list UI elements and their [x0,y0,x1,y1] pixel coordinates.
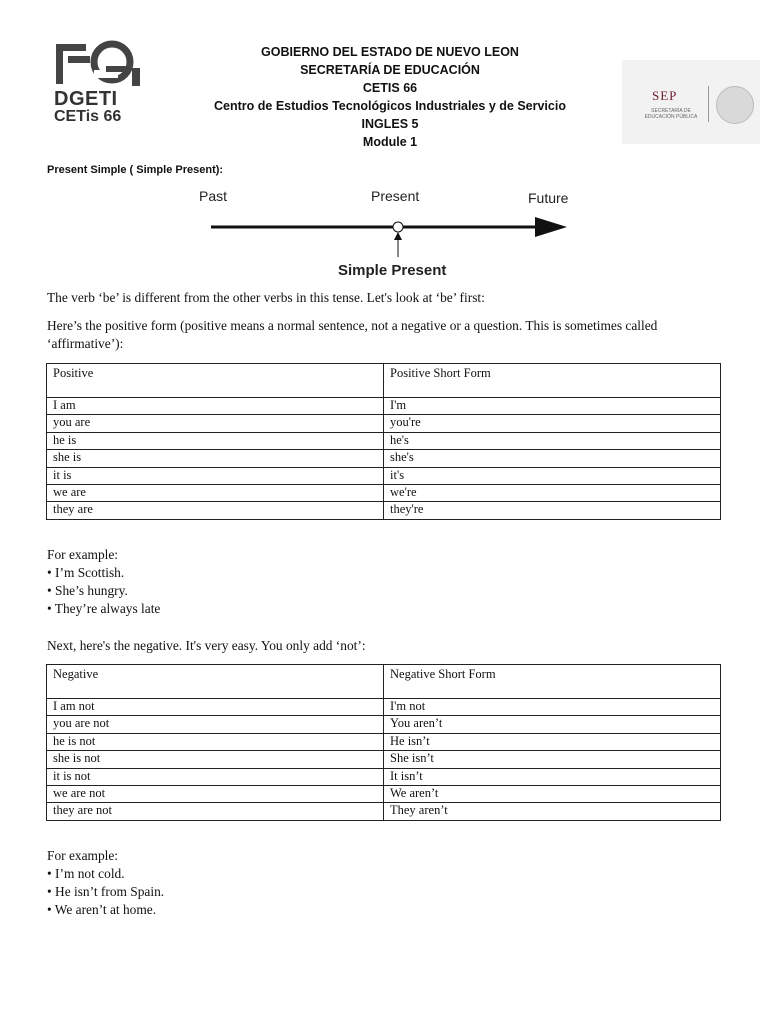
national-seal-icon [716,86,754,124]
example-label: For example: [47,848,119,863]
table-row [47,716,721,733]
table-header-cell: Negative [47,665,384,699]
table-cell: it is [47,467,384,484]
table-row [47,751,721,768]
list-item: • He isn’t from Spain. [47,884,165,899]
section-title: Present Simple ( Simple Present): [47,164,224,176]
dgeti-logo-text: DGETI [54,88,118,110]
table-header-row [47,364,721,398]
table-row [47,398,721,415]
table-cell: I'm not [384,699,721,716]
table-row [47,733,721,750]
list-item: • We aren’t at home. [47,902,157,917]
table-row [47,803,721,820]
table-cell: you are [47,415,384,432]
table-cell: we are not [47,785,384,802]
example-list-2 [47,847,164,919]
list-item: • They’re always late [47,601,161,616]
timeline-present-label: Present [371,188,420,204]
list-item: • She’s hungry. [47,583,128,598]
table-cell: we're [384,484,721,501]
table-row [47,432,721,449]
table-row [47,415,721,432]
table-row [47,450,721,467]
header-line-1: GOBIERNO DEL ESTADO DE NUEVO LEON [261,45,519,59]
timeline-caption: Simple Present [338,262,447,279]
sep-logo-subtext: SECRETARÍA DE EDUCACIÓN PÚBLICA [644,108,698,120]
table-cell: I'm [384,398,721,415]
intro-paragraph: The verb ‘be’ is different from the other verbs in this tense. Let's look at ‘be’ first: [47,290,485,305]
negative-table [46,664,721,821]
table-cell: he's [384,432,721,449]
table-cell: she's [384,450,721,467]
table-cell: she is [47,450,384,467]
sep-logo-text: SEP [652,88,678,103]
table-cell: it is not [47,768,384,785]
positive-intro-paragraph: Here’s the positive form (positive means a normal sentence, not a negative or a question. This is sometimes called ‘affirmative’): [47,318,658,351]
table-row [47,768,721,785]
table-cell: I am [47,398,384,415]
table-cell: They aren’t [384,803,721,820]
table-cell: I am not [47,699,384,716]
list-item: • I’m Scottish. [47,565,125,580]
header-line-5: INGLES 5 [361,117,419,131]
table-header-cell: Positive Short Form [384,364,721,398]
cetis-logo-text: CETis 66 [54,108,122,125]
table-cell: She isn’t [384,751,721,768]
header-line-2: SECRETARÍA DE EDUCACIÓN [300,63,480,77]
header-line-3: CETIS 66 [362,81,418,95]
list-item: • I’m not cold. [47,866,125,881]
header-line-6: Module 1 [362,135,418,149]
table-row [47,484,721,501]
table-header-row [47,665,721,699]
table-cell: He isn’t [384,733,721,750]
table-cell: she is not [47,751,384,768]
dgeti-emblem-icon [48,40,148,90]
negative-intro-paragraph: Next, here's the negative. It's very easy. You only add ‘not’: [47,638,366,653]
timeline-future-label: Future [528,190,569,206]
example-list-1 [47,546,160,618]
table-row [47,785,721,802]
table-row [47,699,721,716]
timeline-past-label: Past [199,188,228,204]
sep-logo [622,60,760,144]
table-row [47,502,721,519]
table-cell: you're [384,415,721,432]
table-cell: We aren’t [384,785,721,802]
table-cell: they are not [47,803,384,820]
table-cell: you are not [47,716,384,733]
header-line-4: Centro de Estudios Tecnológicos Industriales y de Servicio [214,99,566,113]
table-header-cell: Positive [47,364,384,398]
timeline-arrow [205,212,575,262]
table-cell: they are [47,502,384,519]
table-header-cell: Negative Short Form [384,665,721,699]
table-cell: it's [384,467,721,484]
table-cell: You aren’t [384,716,721,733]
table-cell: he is not [47,733,384,750]
table-row [47,467,721,484]
table-cell: he is [47,432,384,449]
positive-table [46,363,721,520]
table-cell: they're [384,502,721,519]
sep-divider [708,86,709,122]
example-label: For example: [47,547,119,562]
dgeti-logo [48,40,148,130]
table-cell: we are [47,484,384,501]
table-cell: It isn’t [384,768,721,785]
